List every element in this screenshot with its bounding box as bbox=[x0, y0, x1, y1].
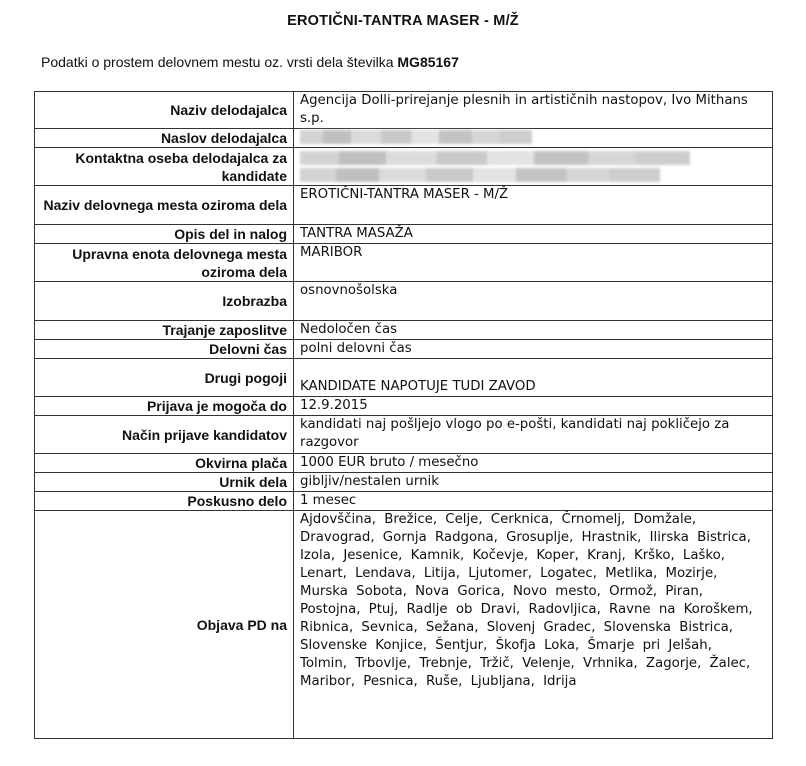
value-working-hours: polni delovni čas bbox=[294, 340, 773, 359]
value-application-deadline: 12.9.2015 bbox=[294, 397, 773, 416]
value-salary: 1000 EUR bruto / mesečno bbox=[294, 454, 773, 473]
value-job-description: TANTRA MASAŽA bbox=[294, 225, 773, 244]
job-number: MG85167 bbox=[397, 54, 459, 70]
value-contact-person-redacted bbox=[294, 148, 773, 186]
table-row bbox=[35, 492, 773, 511]
value-education: osnovnošolska bbox=[294, 282, 773, 321]
table-row bbox=[35, 282, 773, 321]
label-employer-name: Naziv delodajalca bbox=[35, 92, 294, 129]
table-row bbox=[35, 92, 773, 129]
table-row bbox=[35, 416, 773, 454]
table-row bbox=[35, 148, 773, 186]
table-row bbox=[35, 340, 773, 359]
label-trial-period: Poskusno delo bbox=[35, 492, 294, 511]
table-row bbox=[35, 186, 773, 225]
value-employer-address-redacted bbox=[294, 129, 773, 148]
value-employer-name: Agencija Dolli-prirejanje plesnih in artističnih nastopov, Ivo Mithans s.p. bbox=[294, 92, 773, 129]
label-education: Izobrazba bbox=[35, 282, 294, 321]
table-row bbox=[35, 129, 773, 148]
value-job-title: EROTIČNI-TANTRA MASER - M/Ž bbox=[294, 186, 773, 225]
table-row bbox=[35, 454, 773, 473]
value-work-schedule: gibljiv/nestalen urnik bbox=[294, 473, 773, 492]
label-employment-duration: Trajanje zaposlitve bbox=[35, 321, 294, 340]
document-subtitle bbox=[41, 54, 459, 70]
label-job-title: Naziv delovnega mesta oziroma dela bbox=[35, 186, 294, 225]
value-published-on: Ajdovščina, Brežice, Celje, Cerknica, Črnomelj, Domžale, Dravograd, Gornja Radgona, Grosuplje, Hrastnik, Ilirska Bistrica, Izola, Jesenice, Kamnik, Kočevje, Koper, Kranj, Krško, Laško, Lenart, Lendava, Litija, Ljutomer, Logatec, Metlika, Mozirje, Murska Sobota, Nova Gorica, Novo mesto, Ormož, Piran, Postojna, Ptuj, Radlje ob Dravi, Radovljica, Ravne na Koroškem, Ribnica, Sevnica, Sežana, Slovenj Gradec, Slovenska Bistrica, Slovenske Konjice, Šentjur, Škofja Loka, Šmarje pri Jelšah, Tolmin, Trbovlje, Trebnje, Tržič, Velenje, Vrhnika, Zagorje, Žalec, Maribor, Pesnica, Ruše, Ljubljana, Idrija bbox=[294, 511, 773, 739]
label-contact-person: Kontaktna oseba delodajalca za kandidate bbox=[35, 148, 294, 186]
table-row bbox=[35, 473, 773, 492]
value-employment-duration: Nedoločen čas bbox=[294, 321, 773, 340]
value-trial-period: 1 mesec bbox=[294, 492, 773, 511]
document-title: EROTIČNI-TANTRA MASER - M/Ž bbox=[287, 13, 519, 29]
table-row bbox=[35, 511, 773, 739]
label-employer-address: Naslov delodajalca bbox=[35, 129, 294, 148]
label-working-hours: Delovni čas bbox=[35, 340, 294, 359]
subtitle-prefix: Podatki o prostem delovnem mestu oz. vrsti dela številka bbox=[41, 54, 394, 70]
table-row bbox=[35, 359, 773, 397]
label-salary: Okvirna plača bbox=[35, 454, 294, 473]
table-row bbox=[35, 244, 773, 282]
label-application-method: Način prijave kandidatov bbox=[35, 416, 294, 454]
label-other-conditions: Drugi pogoji bbox=[35, 359, 294, 397]
table-row bbox=[35, 225, 773, 244]
label-published-on: Objava PD na bbox=[35, 511, 294, 739]
value-application-method: kandidati naj pošljejo vlogo po e-pošti, kandidati naj pokličejo za razgovor bbox=[294, 416, 773, 454]
label-work-schedule: Urnik dela bbox=[35, 473, 294, 492]
value-admin-unit: MARIBOR bbox=[294, 244, 773, 282]
label-application-deadline: Prijava je mogoča do bbox=[35, 397, 294, 416]
table-row bbox=[35, 321, 773, 340]
table-row bbox=[35, 397, 773, 416]
label-admin-unit: Upravna enota delovnega mesta oziroma dela bbox=[35, 244, 294, 282]
label-job-description: Opis del in nalog bbox=[35, 225, 294, 244]
value-other-conditions: KANDIDATE NAPOTUJE TUDI ZAVOD bbox=[294, 359, 773, 397]
job-details-table bbox=[34, 91, 773, 739]
